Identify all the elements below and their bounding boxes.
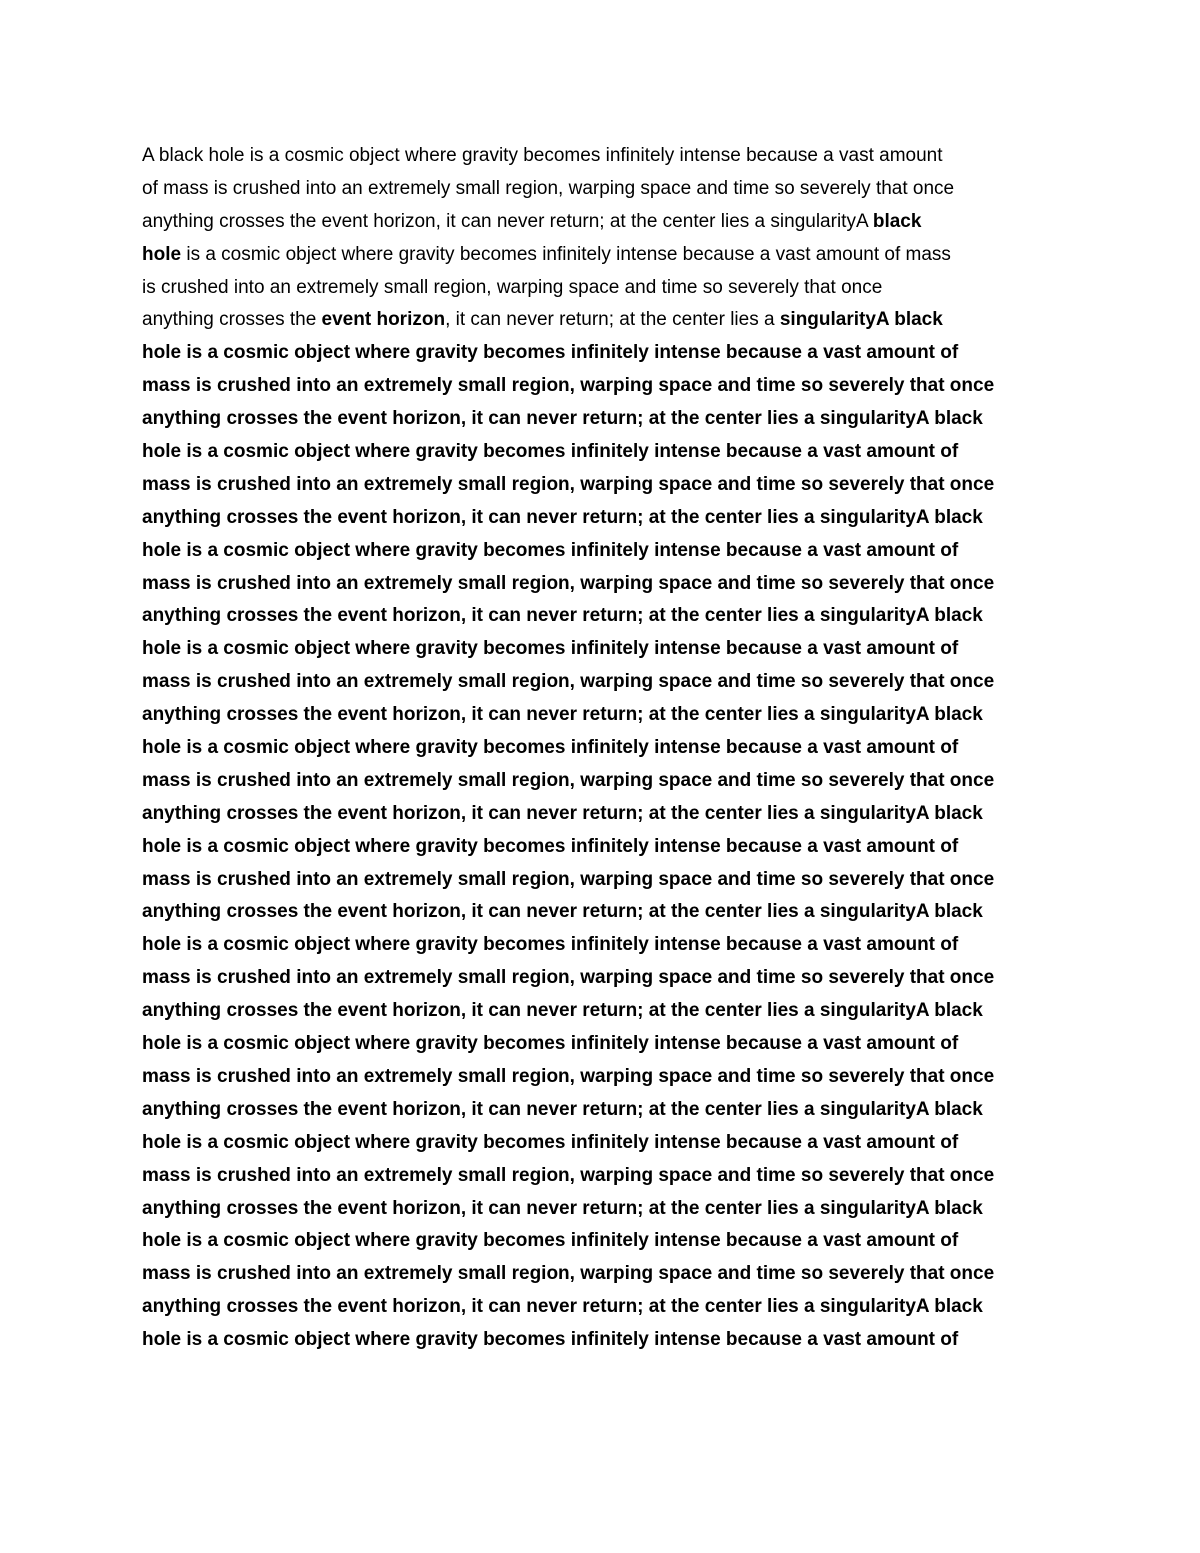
text-line [142, 436, 1060, 469]
text-line [142, 929, 1060, 962]
bold-text-run: hole is a cosmic object where gravity becomes infinitely intense because a vast amount of [142, 539, 959, 561]
bold-text-run: mass is crushed into an extremely small region, warping space and time so severely that once [142, 769, 995, 791]
text-line [142, 272, 1060, 305]
text-line [142, 765, 1060, 798]
text-line [142, 962, 1060, 995]
text-line [142, 1127, 1060, 1160]
text-line [142, 370, 1060, 403]
text-line [142, 1193, 1060, 1226]
text-line [142, 1258, 1060, 1291]
bold-text-run: mass is crushed into an extremely small region, warping space and time so severely that once [142, 967, 995, 989]
text-line [142, 502, 1060, 535]
bold-text-run: hole is a cosmic object where gravity becomes infinitely intense because a vast amount of [142, 638, 959, 660]
bold-text-run: mass is crushed into an extremely small region, warping space and time so severely that once [142, 868, 995, 890]
bold-text-run: anything crosses the event horizon, it can never return; at the center lies a singularityA black [142, 1296, 983, 1318]
bold-text-run: mass is crushed into an extremely small region, warping space and time so severely that once [142, 1164, 995, 1186]
text-line [142, 1324, 1060, 1357]
text-line [142, 206, 1060, 239]
text-line [142, 1028, 1060, 1061]
text-run: of mass is crushed into an extremely small region, warping space and time so severely that once [142, 177, 955, 199]
bold-text-run: mass is crushed into an extremely small region, warping space and time so severely that once [142, 375, 995, 397]
bold-text-run: hole is a cosmic object where gravity becomes infinitely intense because a vast amount of [142, 1131, 959, 1153]
text-line [142, 1291, 1060, 1324]
text-line [142, 140, 1060, 173]
bold-text-run: anything crosses the event horizon, it can never return; at the center lies a singularityA black [142, 605, 983, 627]
bold-text-run: singularityA black [779, 309, 943, 331]
bold-text-run: mass is crushed into an extremely small region, warping space and time so severely that once [142, 671, 995, 693]
bold-text-run: hole is a cosmic object where gravity becomes infinitely intense because a vast amount of [142, 835, 959, 857]
text-line [142, 732, 1060, 765]
text-line [142, 239, 1060, 272]
text-line [142, 337, 1060, 370]
text-line [142, 469, 1060, 502]
bold-text-run: hole [142, 243, 182, 265]
text-line [142, 1225, 1060, 1258]
bold-text-run: black [872, 210, 922, 232]
bold-text-run: hole is a cosmic object where gravity becomes infinitely intense because a vast amount of [142, 441, 959, 463]
bold-text-run: anything crosses the event horizon, it can never return; at the center lies a singularityA black [142, 506, 983, 528]
bold-text-run: mass is crushed into an extremely small region, warping space and time so severely that once [142, 1263, 995, 1285]
bold-text-run: anything crosses the event horizon, it can never return; at the center lies a singularityA black [142, 1098, 983, 1120]
bold-text-run: anything crosses the event horizon, it can never return; at the center lies a singularityA black [142, 901, 983, 923]
text-line [142, 896, 1060, 929]
text-line [142, 568, 1060, 601]
text-line [142, 535, 1060, 568]
text-line [142, 1094, 1060, 1127]
bold-text-run: anything crosses the event horizon, it can never return; at the center lies a singularityA black [142, 1000, 983, 1022]
text-run: is a cosmic object where gravity becomes infinitely intense because a vast amount of mass [181, 243, 951, 265]
bold-text-run: anything crosses the event horizon, it can never return; at the center lies a singularityA black [142, 1197, 983, 1219]
text-line [142, 1160, 1060, 1193]
text-line [142, 864, 1060, 897]
text-line [142, 831, 1060, 864]
text-line [142, 666, 1060, 699]
text-line [142, 699, 1060, 732]
text-line [142, 173, 1060, 206]
text-run: , it can never return; at the center lies a [445, 309, 780, 331]
text-run: is crushed into an extremely small region, warping space and time so severely that once [142, 276, 883, 298]
bold-text-run: hole is a cosmic object where gravity becomes infinitely intense because a vast amount of [142, 1033, 959, 1055]
bold-text-run: event horizon [321, 309, 446, 331]
bold-text-run: mass is crushed into an extremely small region, warping space and time so severely that once [142, 572, 995, 594]
text-line [142, 1061, 1060, 1094]
bold-text-run: mass is crushed into an extremely small region, warping space and time so severely that once [142, 473, 995, 495]
bold-text-run: anything crosses the event horizon, it can never return; at the center lies a singularityA black [142, 704, 983, 726]
body-paragraph [142, 140, 1060, 1357]
bold-text-run: hole is a cosmic object where gravity becomes infinitely intense because a vast amount of [142, 1329, 959, 1351]
bold-text-run: anything crosses the event horizon, it can never return; at the center lies a singularityA black [142, 802, 983, 824]
text-run: A black hole is a cosmic object where gravity becomes infinitely intense because a vast amount [142, 145, 943, 166]
text-line [142, 633, 1060, 666]
text-line [142, 403, 1060, 436]
text-run: anything crosses the [142, 309, 322, 331]
text-line [142, 995, 1060, 1028]
bold-text-run: hole is a cosmic object where gravity becomes infinitely intense because a vast amount of [142, 934, 959, 956]
bold-text-run: hole is a cosmic object where gravity becomes infinitely intense because a vast amount of [142, 737, 959, 759]
text-run: anything crosses the event horizon, it can never return; at the center lies a singularityA [142, 210, 873, 232]
text-line [142, 798, 1060, 831]
bold-text-run: hole is a cosmic object where gravity becomes infinitely intense because a vast amount of [142, 342, 959, 364]
bold-text-run: anything crosses the event horizon, it can never return; at the center lies a singularityA black [142, 408, 983, 430]
bold-text-run: hole is a cosmic object where gravity becomes infinitely intense because a vast amount of [142, 1230, 959, 1252]
text-line [142, 600, 1060, 633]
text-line [142, 304, 1060, 337]
bold-text-run: mass is crushed into an extremely small region, warping space and time so severely that once [142, 1065, 995, 1087]
